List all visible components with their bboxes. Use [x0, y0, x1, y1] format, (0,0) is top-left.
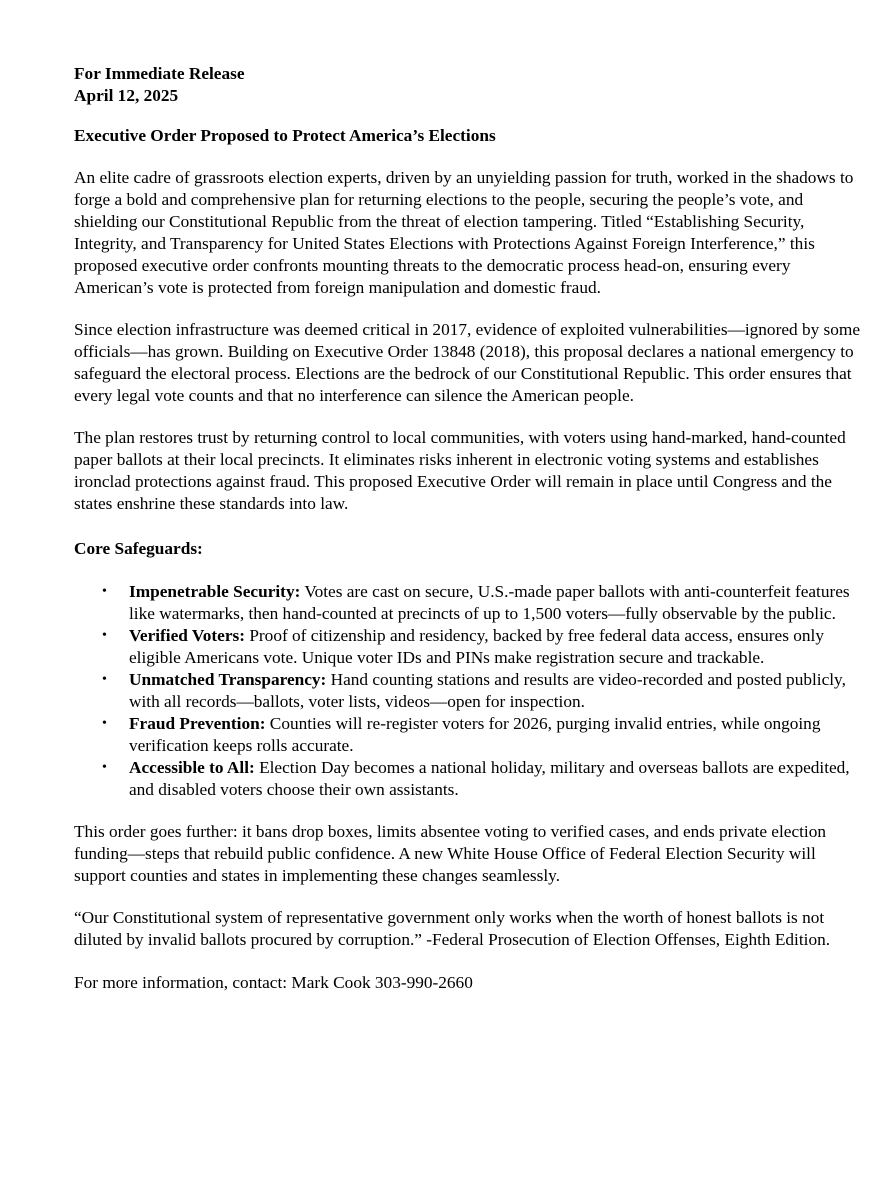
safeguard-lead: Verified Voters: [129, 626, 245, 645]
release-date: April 12, 2025 [74, 86, 179, 105]
list-item [74, 581, 864, 625]
safeguard-lead: Impenetrable Security: [129, 582, 301, 601]
quotation: “Our Constitutional system of representative government only works when the worth of honest ballots is not diluted by invalid ballots procured by corruption.” -Federal Prosecution of Election Offenses, Eighth Edition. [74, 908, 831, 949]
list-item [74, 757, 864, 801]
core-safeguards-heading: Core Safeguards: [74, 539, 203, 558]
list-item [74, 713, 864, 757]
safeguard-lead: Accessible to All: [129, 758, 255, 777]
safeguard-text: Counties will re-register voters for 2026, purging invalid entries, while ongoing verification keeps rolls accurate. [129, 714, 821, 755]
release-line: For Immediate Release [74, 64, 245, 83]
safeguard-text: Election Day becomes a national holiday, military and overseas ballots are expedited, and disabled voters choose their own assistants. [129, 758, 850, 799]
bullet-icon: • [102, 760, 107, 775]
intro-paragraph: An elite cadre of grassroots election experts, driven by an unyielding passion for truth, worked in the shadows to forge a bold and comprehensive plan for returning elections to the people, securing the people’s vote, and shielding our Constitutional Republic from the threat of election tampering. Titled “Establishing Security, Integrity, and Transparency for United States Elections with Protections Against Foreign Interference,” this proposed executive order confronts mounting threats to the democratic process head-on, ensuring every American’s vote is protected from foreign manipulation and domestic fraud. [74, 168, 854, 297]
list-item [74, 625, 864, 669]
bullet-icon: • [102, 584, 107, 599]
plan-paragraph: The plan restores trust by returning control to local communities, with voters using hand-marked, hand-counted paper ballots at their local precincts. It eliminates risks inherent in electronic voting systems and establishes ironclad protections against fraud. This proposed Executive Order will remain in place until Congress and the states enshrine these standards into law. [74, 428, 846, 513]
document-title: Executive Order Proposed to Protect America’s Elections [74, 126, 496, 145]
bullet-icon: • [102, 716, 107, 731]
safeguard-text: Proof of citizenship and residency, backed by free federal data access, ensures only eligible Americans vote. Unique voter IDs and PINs make registration secure and trackable. [129, 626, 824, 667]
background-paragraph: Since election infrastructure was deemed critical in 2017, evidence of exploited vulnerabilities—ignored by some officials—has grown. Building on Executive Order 13848 (2018), this proposal declares a national emergency to safeguard the electoral process. Elections are the bedrock of our Constitutional Republic. This order ensures that every legal vote counts and that no interference can silence the American people. [74, 320, 861, 405]
safeguard-text: Hand counting stations and results are video-recorded and posted publicly, with all records—ballots, voter lists, videos—open for inspection. [129, 670, 846, 711]
safeguard-lead: Fraud Prevention: [129, 714, 266, 733]
press-release-document [74, 63, 864, 994]
bullet-icon: • [102, 628, 107, 643]
list-item [74, 669, 864, 713]
safeguard-text: Votes are cast on secure, U.S.-made paper ballots with anti-counterfeit features like watermarks, then hand-counted at precincts of up to 1,500 voters—fully observable by the public. [129, 582, 850, 623]
contact-line: For more information, contact: Mark Cook 303-990-2660 [74, 973, 473, 992]
bullet-icon: • [102, 672, 107, 687]
closing-paragraph: This order goes further: it bans drop boxes, limits absentee voting to verified cases, and ends private election funding—steps that rebuild public confidence. A new White House Office of Federal Election Security will support counties and states in implementing these changes seamlessly. [74, 822, 827, 885]
safeguard-lead: Unmatched Transparency: [129, 670, 327, 689]
safeguards-list [74, 581, 864, 801]
